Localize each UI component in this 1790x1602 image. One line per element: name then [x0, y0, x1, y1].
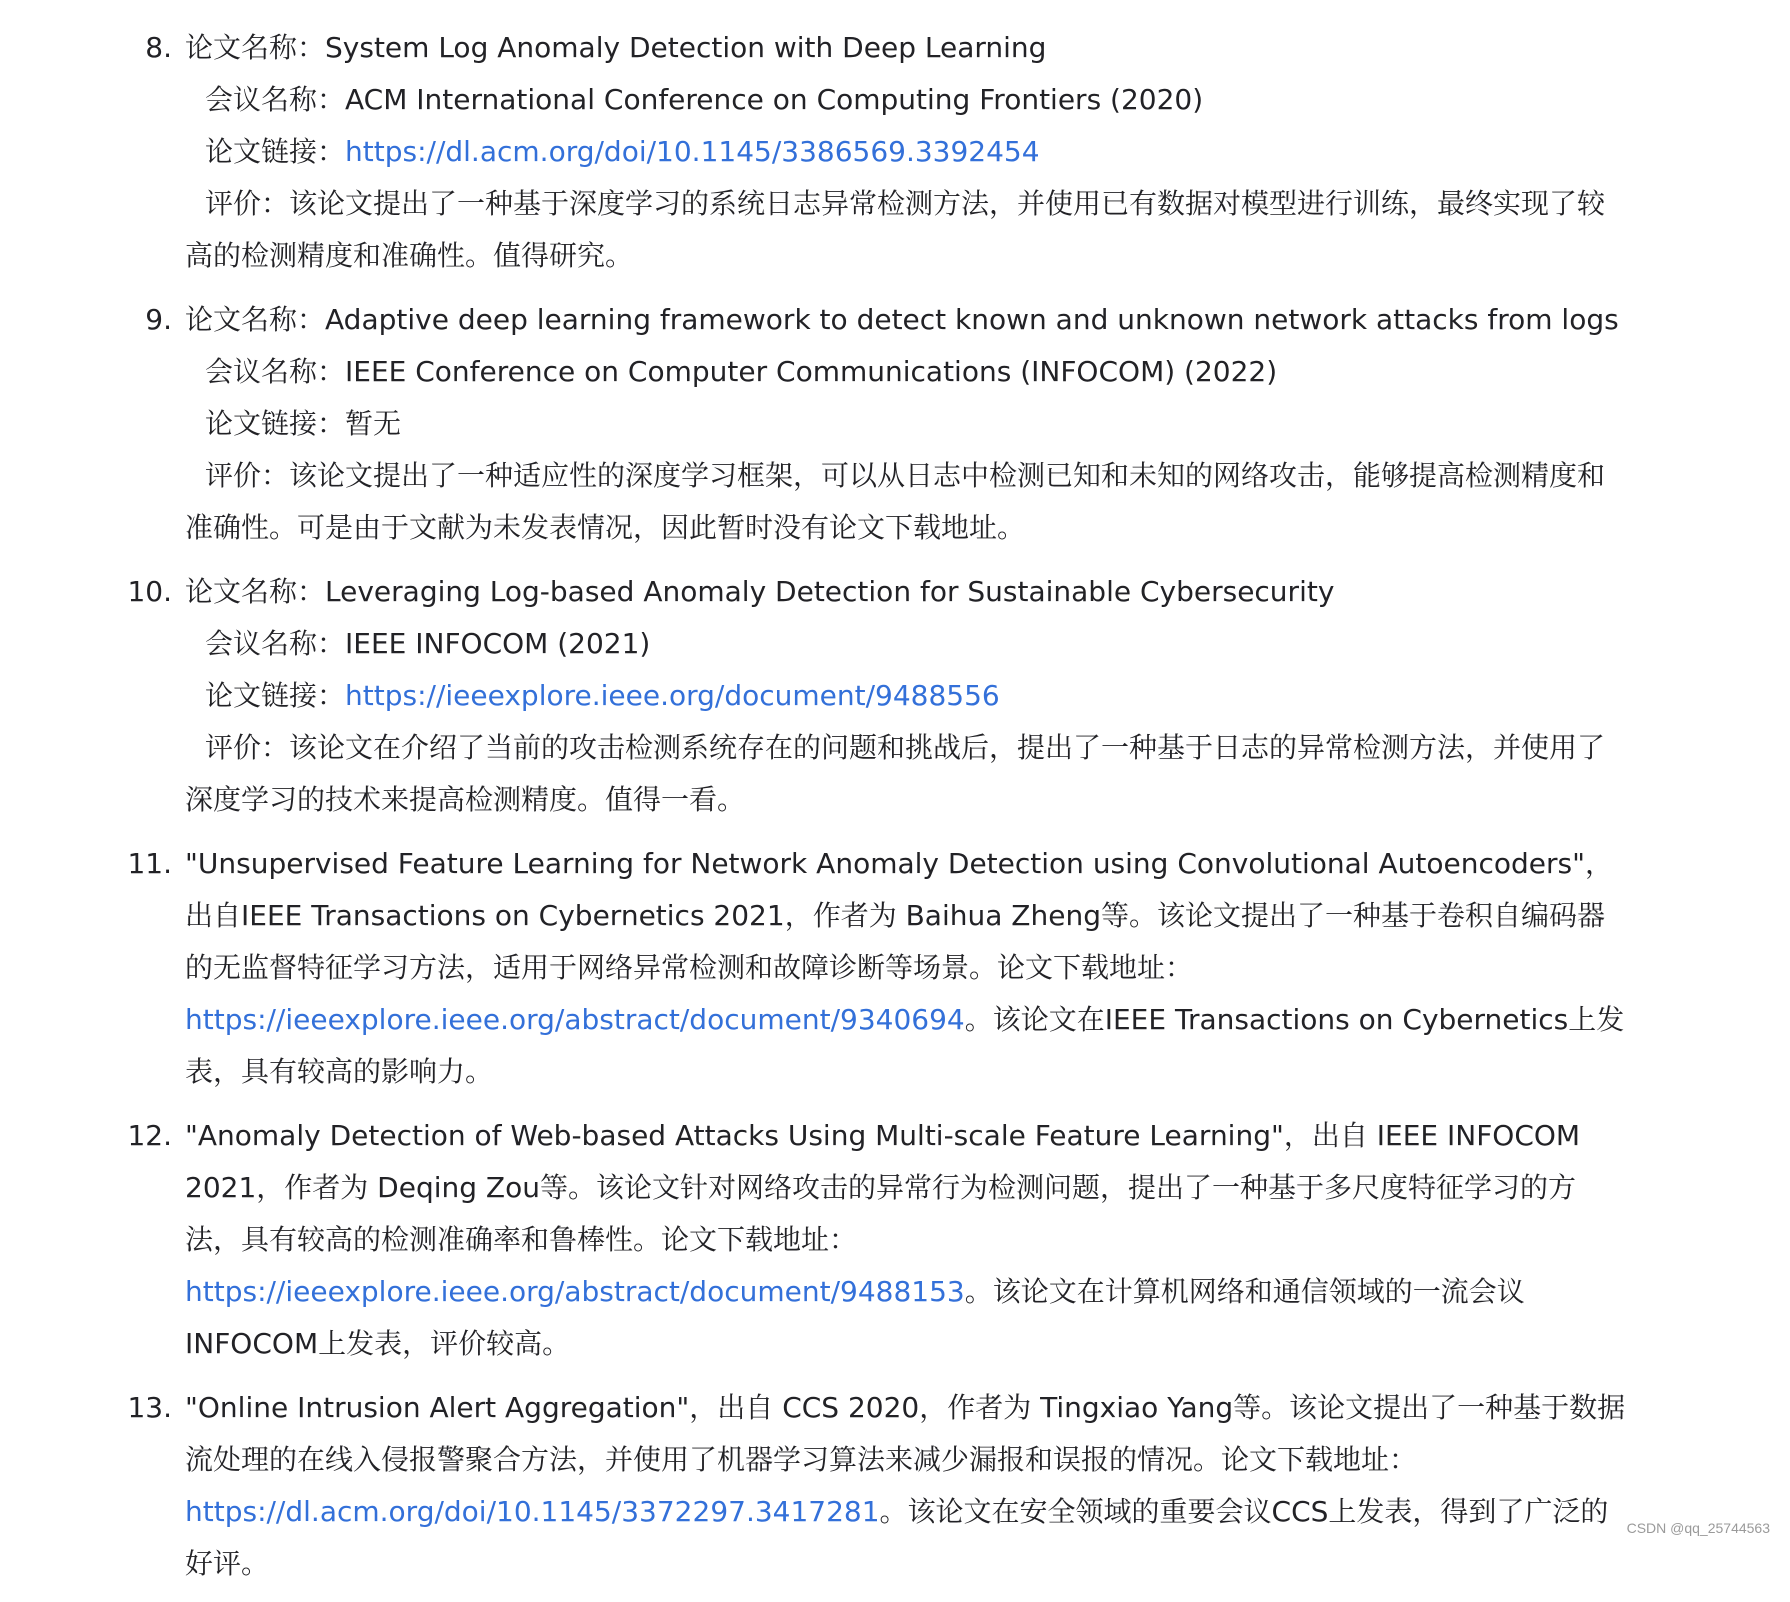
evaluation	[185, 178, 1630, 282]
paper-link-line	[185, 670, 1630, 722]
list-item-8	[0, 22, 1790, 282]
item-number: 12.	[127, 1119, 172, 1152]
description-tail: 。该论文在计算机网络和通信领域的一流会议INFOCOM上发表，评价较高。	[185, 1275, 1525, 1360]
title-label: 论文名称：	[185, 575, 326, 608]
description-text: "Unsupervised Feature Learning for Network Anomaly Detection using Convolutional Autoencoders"，出自IEEE Transactions on Cybernetics 2021，作者为 Baihua Zheng等。该论文提出了一种基于卷积自编码器的无监督特征学习方法，适用于网络异常检测和故障诊断等场景。论文下载地址：	[185, 847, 1613, 984]
list-item-13	[0, 1382, 1790, 1590]
evaluation-label: 评价：	[205, 731, 290, 764]
evaluation	[185, 450, 1630, 554]
item-number: 11.	[127, 847, 172, 880]
description-text: "Anomaly Detection of Web-based Attacks Using Multi-scale Feature Learning"，出自 IEEE INFOCOM 2021，作者为 Deqing Zou等。该论文针对网络攻击的异常行为检测问题，提出了一种基于多尺度特征学习的方法，具有较高的检测准确率和鲁棒性。论文下载地址：	[185, 1119, 1581, 1256]
csdn-watermark: CSDN @qq_25744563	[1626, 1520, 1770, 1536]
description-text: "Online Intrusion Alert Aggregation"，出自 CCS 2020，作者为 Tingxiao Yang等。该论文提出了一种基于数据流处理的在线入侵报警聚合方法，并使用了机器学习算法来减少漏报和误报的情况。论文下载地址：	[185, 1391, 1626, 1476]
paper-link-line	[185, 398, 1630, 450]
link-label: 论文链接：	[205, 679, 346, 712]
list-item-10	[0, 566, 1790, 826]
conference-line	[185, 74, 1630, 126]
conference-name: IEEE INFOCOM (2021)	[345, 627, 651, 660]
evaluation-text: 该论文提出了一种适应性的深度学习框架，可以从日志中检测已知和未知的网络攻击，能够提高检测精度和准确性。可是由于文献为未发表情况，因此暂时没有论文下载地址。	[185, 459, 1606, 544]
item-number: 9.	[145, 303, 172, 336]
paper-link[interactable]: https://ieeexplore.ieee.org/abstract/document/9340694	[185, 1003, 965, 1036]
link-label: 论文链接：	[205, 135, 346, 168]
evaluation-label: 评价：	[205, 459, 290, 492]
paper-description	[185, 1110, 1630, 1370]
title-label: 论文名称：	[185, 31, 326, 64]
conference-name: ACM International Conference on Computing Frontiers (2020)	[345, 83, 1204, 116]
paper-link[interactable]: https://ieeexplore.ieee.org/document/9488556	[345, 679, 1000, 712]
description-tail: 。该论文在IEEE Transactions on Cybernetics上发表，具有较高的影响力。	[185, 1003, 1625, 1088]
paper-description	[185, 838, 1630, 1098]
item-number: 10.	[127, 575, 172, 608]
title-label: 论文名称：	[185, 303, 326, 336]
item-number: 8.	[145, 31, 172, 64]
paper-title: Leveraging Log-based Anomaly Detection for Sustainable Cybersecurity	[325, 575, 1335, 608]
paper-link-line	[185, 126, 1630, 178]
paper-title-line	[185, 294, 1630, 346]
evaluation	[185, 722, 1630, 826]
paper-link[interactable]: https://dl.acm.org/doi/10.1145/3372297.3417281	[185, 1495, 880, 1528]
link-label: 论文链接：	[205, 407, 346, 440]
paper-list	[0, 22, 1790, 1602]
conference-line	[185, 618, 1630, 670]
list-item-11	[0, 838, 1790, 1098]
paper-title: System Log Anomaly Detection with Deep Learning	[325, 31, 1047, 64]
paper-title-line	[185, 22, 1630, 74]
link-unavailable: 暂无	[345, 407, 402, 440]
item-number: 13.	[127, 1391, 172, 1424]
paper-description	[185, 1382, 1630, 1590]
conference-line	[185, 346, 1630, 398]
conference-label: 会议名称：	[205, 355, 346, 388]
evaluation-text: 该论文提出了一种基于深度学习的系统日志异常检测方法，并使用已有数据对模型进行训练，最终实现了较高的检测精度和准确性。值得研究。	[185, 187, 1606, 272]
paper-link[interactable]: https://ieeexplore.ieee.org/abstract/document/9488153	[185, 1275, 965, 1308]
evaluation-text: 该论文在介绍了当前的攻击检测系统存在的问题和挑战后，提出了一种基于日志的异常检测方法，并使用了深度学习的技术来提高检测精度。值得一看。	[185, 731, 1606, 816]
description-tail: 。该论文在安全领域的重要会议CCS上发表，得到了广泛的好评。	[185, 1495, 1609, 1580]
conference-name: IEEE Conference on Computer Communications (INFOCOM) (2022)	[345, 355, 1278, 388]
list-item-12	[0, 1110, 1790, 1370]
paper-title: Adaptive deep learning framework to detect known and unknown network attacks from logs	[325, 303, 1619, 336]
evaluation-label: 评价：	[205, 187, 290, 220]
conference-label: 会议名称：	[205, 627, 346, 660]
list-item-9	[0, 294, 1790, 554]
conference-label: 会议名称：	[205, 83, 346, 116]
paper-title-line	[185, 566, 1630, 618]
paper-link[interactable]: https://dl.acm.org/doi/10.1145/3386569.3392454	[345, 135, 1040, 168]
